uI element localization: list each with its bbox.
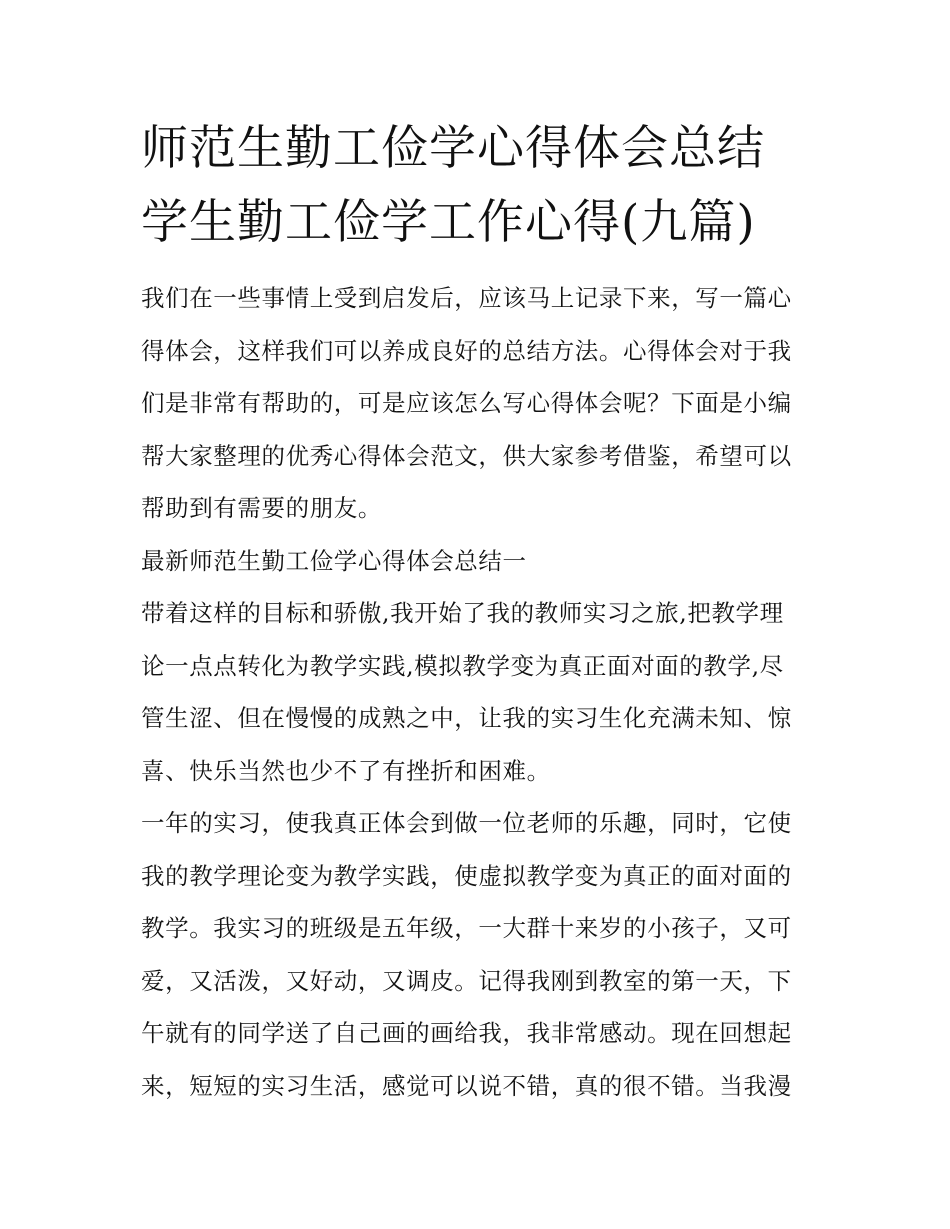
intro-line: 帮大家整理的优秀心得体会范文，供大家参考借鉴，希望可以 — [141, 441, 792, 470]
intro-line: 我们在一些事情上受到启发后，应该马上记录下来，写一篇心 — [141, 284, 792, 312]
title-line-1: 师范生勤工俭学心得体会总结 — [141, 121, 765, 176]
paragraph-line: 论一点点转化为教学实践,模拟教学变为真正面对面的教学,尽 — [141, 651, 784, 680]
section-heading: 最新师范生勤工俭学心得体会总结一 — [141, 546, 527, 575]
intro-paragraph — [141, 272, 813, 535]
document-page — [141, 112, 813, 1112]
paragraph-line: 一年的实习，使我真正体会到做一位老师的乐趣，同时，它使 — [141, 809, 792, 837]
paragraph-line: 爱，又活泼，又好动，又调皮。记得我刚到教室的第一天，下 — [141, 966, 792, 995]
paragraph-line: 喜、快乐当然也少不了有挫折和困难。 — [141, 756, 551, 785]
paragraph-line: 教学。我实习的班级是五年级，一大群十来岁的小孩子，又可 — [141, 914, 792, 942]
paragraph-line: 我的教学理论变为教学实践，使虚拟教学变为真正的面对面的 — [141, 861, 792, 890]
title-line-2: 学生勤工俭学工作心得(九篇) — [141, 195, 756, 250]
paragraph-line: 管生涩、但在慢慢的成熟之中，让我的实习生化充满未知、惊 — [141, 704, 792, 732]
paragraph-line: 带着这样的目标和骄傲,我开始了我的教师实习之旅,把教学理 — [141, 599, 784, 627]
intro-line: 帮助到有需要的朋友。 — [141, 494, 382, 522]
intro-line: 得体会，这样我们可以养成良好的总结方法。心得体会对于我 — [141, 336, 792, 365]
paragraph-line: 来，短短的实习生活，感觉可以说不错，真的很不错。当我漫 — [141, 1071, 792, 1100]
body-paragraph-1 — [141, 587, 813, 797]
document-title — [141, 112, 813, 260]
intro-line: 们是非常有帮助的，可是应该怎么写心得体会呢？下面是小编 — [141, 389, 792, 417]
body-paragraph-2 — [141, 797, 813, 1112]
paragraph-line: 午就有的同学送了自己画的画给我，我非常感动。现在回想起 — [141, 1019, 792, 1047]
